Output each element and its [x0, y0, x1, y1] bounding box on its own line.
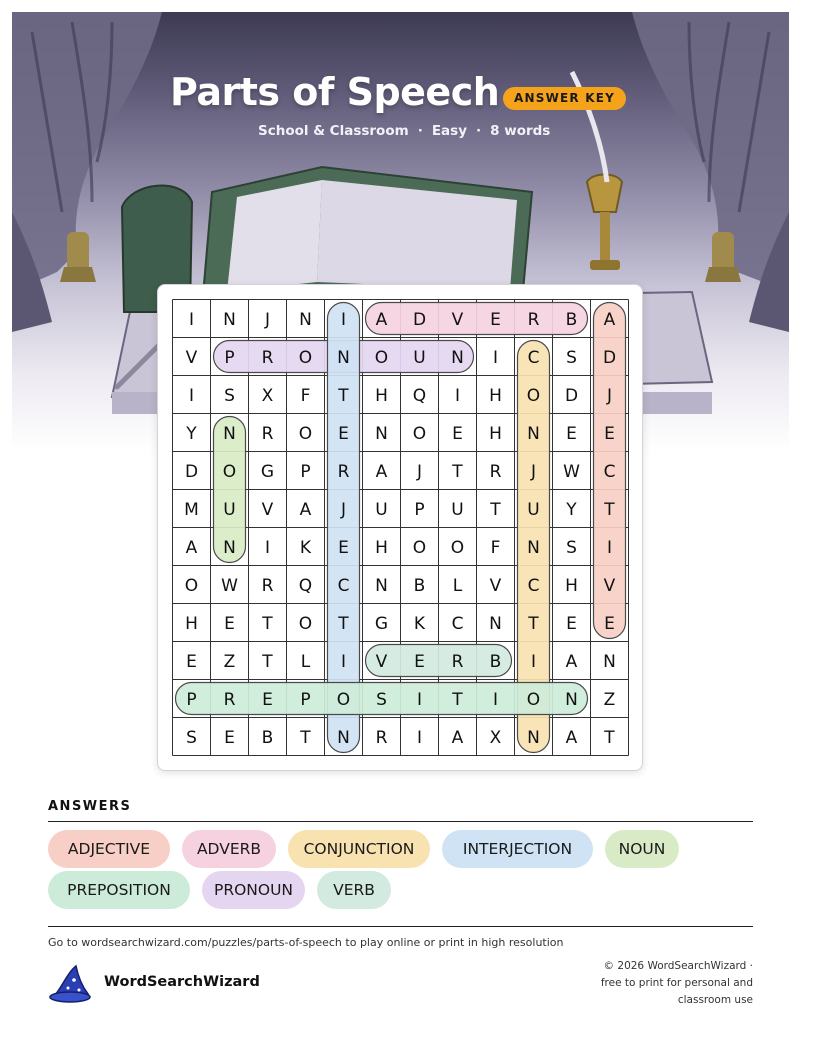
grid-letter[interactable]: C: [527, 576, 540, 596]
grid-letter[interactable]: A: [185, 538, 198, 558]
meta-separator: ·: [476, 123, 482, 139]
answer-chip-adverb: ADVERB: [182, 830, 276, 868]
grid-letter[interactable]: N: [223, 310, 236, 330]
grid-letter[interactable]: E: [604, 424, 615, 444]
grid-letter[interactable]: X: [261, 386, 274, 406]
grid-letter[interactable]: H: [565, 576, 578, 596]
grid-letter[interactable]: G: [374, 614, 389, 634]
grid-letter[interactable]: T: [452, 690, 463, 710]
grid-letter[interactable]: E: [186, 652, 197, 672]
grid-letter[interactable]: E: [566, 614, 577, 634]
grid-letter[interactable]: Y: [566, 500, 577, 520]
grid-letter[interactable]: P: [224, 348, 235, 368]
grid-letter[interactable]: C: [603, 462, 616, 482]
grid-letter[interactable]: E: [414, 652, 425, 672]
grid-letter[interactable]: J: [530, 462, 537, 482]
answer-chip-interjection: INTERJECTION: [442, 830, 593, 868]
grid-letter[interactable]: R: [451, 652, 464, 672]
answer-chip-conjunction: CONJUNCTION: [288, 830, 430, 868]
grid-letter[interactable]: I: [606, 538, 613, 558]
grid-letter[interactable]: J: [416, 462, 423, 482]
grid-letter[interactable]: A: [603, 310, 616, 330]
answer-chip-noun: NOUN: [605, 830, 679, 868]
grid-letter[interactable]: B: [413, 576, 426, 596]
grid-letter[interactable]: C: [451, 614, 464, 634]
grid-letter[interactable]: W: [563, 462, 580, 482]
grid-letter[interactable]: T: [528, 614, 539, 634]
grid-letter[interactable]: Q: [412, 386, 427, 406]
grid-letter[interactable]: A: [375, 310, 388, 330]
answer-chip-adjective: ADJECTIVE: [48, 830, 170, 868]
grid-letter[interactable]: O: [222, 462, 237, 482]
grid-letter[interactable]: J: [340, 500, 347, 520]
highlight-adverb: [366, 303, 588, 335]
grid-letter[interactable]: O: [412, 538, 427, 558]
grid-letter[interactable]: O: [336, 690, 351, 710]
grid-letter[interactable]: D: [184, 462, 199, 482]
grid-letter[interactable]: N: [375, 576, 388, 596]
grid-letter[interactable]: S: [186, 728, 197, 748]
grid-letter[interactable]: N: [375, 424, 388, 444]
grid-letter[interactable]: V: [451, 310, 464, 330]
grid-letter[interactable]: T: [490, 500, 501, 520]
grid-letter[interactable]: A: [299, 500, 312, 520]
grid-letter[interactable]: N: [527, 538, 540, 558]
grid-letter[interactable]: S: [566, 538, 577, 558]
meta-word-count: 8 words: [490, 123, 551, 139]
grid-letter[interactable]: T: [300, 728, 311, 748]
grid-letter[interactable]: E: [262, 690, 273, 710]
grid-letter[interactable]: T: [262, 652, 273, 672]
grid-letter[interactable]: V: [489, 576, 502, 596]
grid-letter[interactable]: U: [375, 500, 388, 520]
grid-letter[interactable]: P: [186, 690, 197, 710]
word-search-grid: [172, 299, 629, 756]
brand-name[interactable]: WordSearchWizard: [104, 974, 260, 990]
grid-letter[interactable]: A: [375, 462, 388, 482]
grid-letter[interactable]: B: [565, 310, 578, 330]
grid-letter[interactable]: F: [300, 386, 311, 406]
grid-letter[interactable]: N: [337, 348, 350, 368]
grid-letter[interactable]: D: [412, 310, 427, 330]
grid-letter[interactable]: E: [490, 310, 501, 330]
grid-letter[interactable]: C: [337, 576, 350, 596]
wizard-hat-icon: [46, 964, 94, 1004]
grid-letter[interactable]: H: [489, 386, 502, 406]
grid-letter[interactable]: O: [298, 424, 313, 444]
grid-letter[interactable]: I: [340, 652, 347, 672]
grid-letter[interactable]: O: [184, 576, 199, 596]
grid-letter[interactable]: I: [188, 310, 195, 330]
grid-letter[interactable]: K: [413, 614, 426, 634]
grid-letter[interactable]: H: [375, 538, 388, 558]
grid-letter[interactable]: V: [375, 652, 388, 672]
grid-letter[interactable]: I: [492, 348, 499, 368]
grid-letter[interactable]: N: [603, 652, 616, 672]
grid-letter[interactable]: N: [489, 614, 502, 634]
grid-letter[interactable]: A: [565, 728, 578, 748]
grid-letter[interactable]: A: [565, 652, 578, 672]
grid-letter[interactable]: D: [564, 386, 579, 406]
grid-letter[interactable]: N: [451, 348, 464, 368]
grid-letter[interactable]: E: [566, 424, 577, 444]
grid-letter[interactable]: R: [489, 462, 502, 482]
grid-letter[interactable]: I: [454, 386, 461, 406]
grid-letter[interactable]: O: [374, 348, 389, 368]
grid-letter[interactable]: T: [604, 500, 615, 520]
grid-letter[interactable]: Y: [186, 424, 197, 444]
grid-letter[interactable]: N: [223, 424, 236, 444]
grid-letter[interactable]: R: [527, 310, 540, 330]
grid-letter[interactable]: O: [298, 614, 313, 634]
grid-letter[interactable]: S: [566, 348, 577, 368]
page-title: Parts of Speech: [170, 70, 500, 114]
grid-letter[interactable]: B: [489, 652, 502, 672]
meta-category: School & Classroom: [258, 123, 409, 139]
answers-heading: ANSWERS: [48, 799, 132, 814]
grid-letter[interactable]: G: [260, 462, 275, 482]
grid-letter[interactable]: I: [188, 386, 195, 406]
grid-letter[interactable]: I: [530, 652, 537, 672]
grid-letter[interactable]: T: [338, 614, 349, 634]
grid-letter[interactable]: H: [375, 386, 388, 406]
grid-letter[interactable]: H: [489, 424, 502, 444]
grid-letter[interactable]: I: [340, 310, 347, 330]
grid-letter[interactable]: N: [565, 690, 578, 710]
grid-letter[interactable]: E: [224, 728, 235, 748]
grid-letter[interactable]: O: [412, 424, 427, 444]
grid-letter[interactable]: T: [338, 386, 349, 406]
grid-letter[interactable]: R: [261, 424, 274, 444]
meta-separator: ·: [417, 123, 423, 139]
grid-letter[interactable]: N: [337, 728, 350, 748]
copyright-line: © 2026 WordSearchWizard ·: [603, 960, 753, 972]
grid-letter[interactable]: R: [261, 576, 274, 596]
grid-letter[interactable]: W: [221, 576, 238, 596]
copyright-line: free to print for personal and: [600, 977, 753, 989]
grid-letter[interactable]: E: [452, 424, 463, 444]
grid-letter[interactable]: U: [451, 500, 464, 520]
grid-letter[interactable]: E: [338, 538, 349, 558]
grid-letter[interactable]: I: [416, 728, 423, 748]
grid-letter[interactable]: J: [264, 310, 271, 330]
grid-letter[interactable]: O: [450, 538, 465, 558]
grid-letter[interactable]: L: [300, 652, 311, 672]
grid-letter[interactable]: R: [261, 348, 274, 368]
grid-letter[interactable]: D: [602, 348, 617, 368]
grid-letter[interactable]: S: [376, 690, 387, 710]
grid-letter[interactable]: R: [337, 462, 350, 482]
grid-letter[interactable]: C: [527, 348, 540, 368]
grid-letter[interactable]: U: [223, 500, 236, 520]
grid-letter[interactable]: V: [261, 500, 274, 520]
answer-chip-preposition: PREPOSITION: [48, 871, 190, 909]
grid-letter[interactable]: B: [261, 728, 274, 748]
grid-letter[interactable]: H: [185, 614, 198, 634]
grid-letter[interactable]: I: [264, 538, 271, 558]
grid-letter[interactable]: X: [489, 728, 502, 748]
copyright-line: classroom use: [677, 994, 753, 1006]
grid-letter[interactable]: L: [452, 576, 463, 596]
grid-letter[interactable]: P: [300, 690, 311, 710]
grid-letter[interactable]: P: [300, 462, 311, 482]
grid-letter[interactable]: R: [223, 690, 236, 710]
grid-letter[interactable]: E: [604, 614, 615, 634]
grid-letter[interactable]: V: [185, 348, 198, 368]
grid-letter[interactable]: I: [416, 690, 423, 710]
answer-key-badge: ANSWER KEY: [503, 87, 626, 110]
grid-letter[interactable]: O: [526, 690, 541, 710]
grid-letter[interactable]: T: [262, 614, 273, 634]
grid-letter[interactable]: Q: [298, 576, 313, 596]
grid-letter[interactable]: N: [223, 538, 236, 558]
grid-letter[interactable]: U: [527, 500, 540, 520]
grid-letter[interactable]: O: [298, 348, 313, 368]
grid-letter[interactable]: F: [490, 538, 501, 558]
grid-letter[interactable]: Z: [603, 690, 616, 710]
grid-letter[interactable]: O: [526, 386, 541, 406]
answers-divider: [48, 821, 753, 822]
grid-letter[interactable]: T: [604, 728, 615, 748]
puzzle-meta: [258, 123, 550, 139]
play-online-link[interactable]: Go to wordsearchwizard.com/puzzles/parts-of-speech to play online or print in high resolution: [48, 936, 564, 949]
meta-difficulty: Easy: [431, 123, 467, 139]
grid-letter[interactable]: R: [375, 728, 388, 748]
grid-letter[interactable]: N: [527, 424, 540, 444]
answer-chip-pronoun: PRONOUN: [202, 871, 305, 909]
grid-letter[interactable]: M: [184, 500, 199, 520]
grid-letter[interactable]: A: [451, 728, 464, 748]
grid-letter[interactable]: K: [299, 538, 312, 558]
footer-divider: [48, 926, 753, 927]
grid-letter[interactable]: E: [338, 424, 349, 444]
grid-letter[interactable]: E: [224, 614, 235, 634]
grid-letter[interactable]: N: [299, 310, 312, 330]
copyright-notice: [560, 958, 753, 1009]
grid-letter[interactable]: S: [224, 386, 235, 406]
grid-letter[interactable]: J: [606, 386, 613, 406]
grid-letter[interactable]: U: [413, 348, 426, 368]
grid-letter[interactable]: V: [603, 576, 616, 596]
grid-letter[interactable]: N: [527, 728, 540, 748]
grid-letter[interactable]: P: [414, 500, 425, 520]
grid-letter[interactable]: I: [492, 690, 499, 710]
grid-letter[interactable]: Z: [223, 652, 236, 672]
grid-letter[interactable]: T: [452, 462, 463, 482]
answer-chip-verb: VERB: [317, 871, 391, 909]
